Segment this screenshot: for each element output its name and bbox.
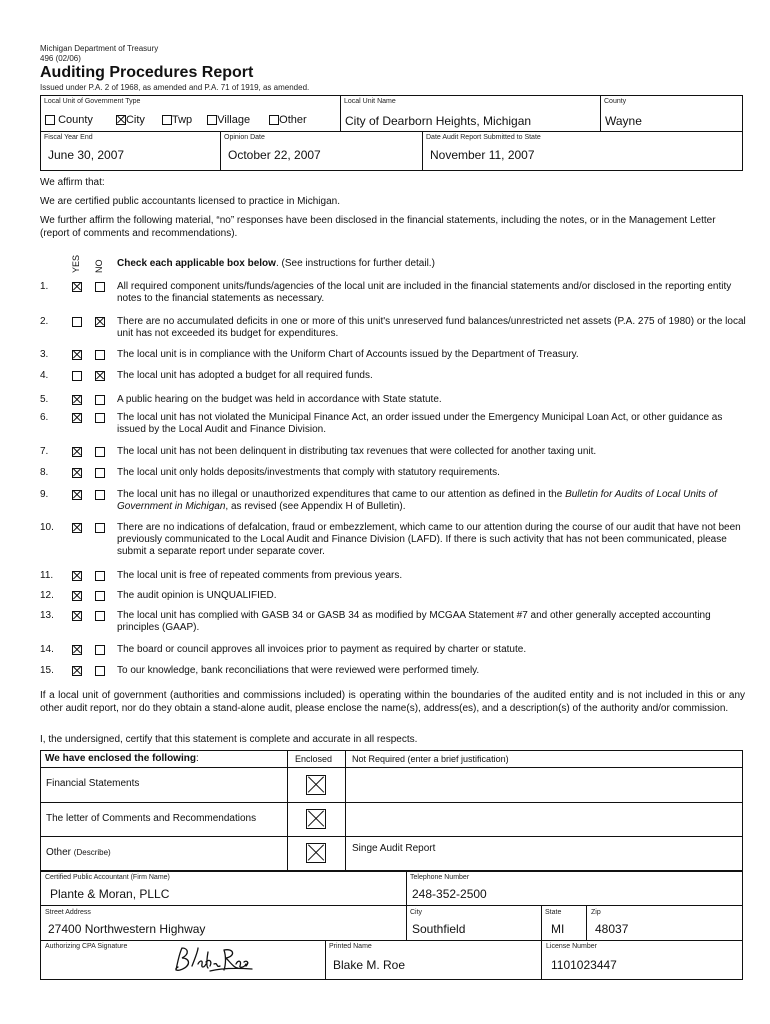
item-3-no-checkbox[interactable] [95, 350, 105, 360]
county-option[interactable]: County [45, 114, 93, 126]
license-number-value[interactable]: 1101023447 [551, 958, 617, 972]
item-7-no-checkbox[interactable] [95, 447, 105, 457]
item-number: 4. [40, 370, 49, 381]
affirm-intro: We affirm that: [40, 177, 105, 188]
affirm-licensed: We are certified public accountants licensed to practice in Michigan. [40, 196, 340, 207]
city-label: City [410, 909, 423, 916]
department-name: Michigan Department of Treasury [40, 44, 159, 53]
no-column-header: NO [94, 259, 104, 273]
item-6-no-checkbox[interactable] [95, 413, 105, 423]
affirm-further: We further affirm the following material, “no” responses have been disclosed in the financial statements, including the notes, or in the Management Letter (report of comments and recommendations). [40, 215, 716, 239]
item-13-yes-checkbox[interactable] [72, 611, 82, 621]
item-number: 3. [40, 349, 49, 360]
item-text: To our knowledge, bank reconciliations that were reviewed were performed timely. [117, 665, 480, 676]
item-8-no-checkbox[interactable] [95, 468, 105, 478]
item-9-no-checkbox[interactable] [95, 490, 105, 500]
check-instructions: Check each applicable box below. (See instructions for further detail.) [117, 258, 435, 269]
city-value[interactable]: Southfield [412, 922, 466, 936]
telephone-label: Telephone Number [410, 874, 470, 881]
item-5-no-checkbox[interactable] [95, 395, 105, 405]
street-address-label: Street Address [45, 909, 91, 916]
unit-type-options [45, 114, 307, 126]
unit-info-table [40, 95, 743, 171]
unit-name-label: Local Unit Name [344, 98, 396, 105]
item-12-no-checkbox[interactable] [95, 591, 105, 601]
item-10-no-checkbox[interactable] [95, 523, 105, 533]
item-number: 11. [40, 570, 54, 581]
opinion-date-label: Opinion Date [224, 134, 265, 141]
city-option[interactable]: City [116, 114, 145, 126]
form-number: 496 (02/06) [40, 54, 81, 63]
item-9-yes-checkbox[interactable] [72, 490, 82, 500]
other-checkbox[interactable] [269, 115, 279, 125]
cpa-signature [170, 944, 255, 976]
cpa-firm-value[interactable]: Plante & Moran, PLLC [50, 887, 170, 901]
opinion-date-value[interactable]: October 22, 2007 [228, 148, 321, 162]
item-2-no-checkbox[interactable] [95, 317, 105, 327]
item-text: The audit opinion is UNQUALIFIED. [117, 590, 277, 601]
certify-statement: I, the undersigned, certify that this statement is complete and accurate in all respects. [40, 734, 418, 745]
comments-letter-enclosed-checkbox[interactable] [306, 809, 326, 829]
comments-letter-label: The letter of Comments and Recommendations [46, 813, 257, 824]
item-text: The board or council approves all invoices prior to payment as required by charter or statute. [117, 644, 527, 655]
item-text: The local unit has adopted a budget for all required funds. [117, 370, 373, 381]
twp-checkbox[interactable] [162, 115, 172, 125]
submitted-date-label: Date Audit Report Submitted to State [426, 134, 541, 141]
item-number: 1. [40, 281, 49, 292]
item-number: 2. [40, 316, 49, 327]
item-text: The local unit is in compliance with the Uniform Chart of Accounts issued by the Department of Treasury. [117, 349, 579, 360]
other-option[interactable]: Other [269, 114, 307, 126]
item-15-no-checkbox[interactable] [95, 666, 105, 676]
item-number: 6. [40, 412, 49, 423]
item-13-no-checkbox[interactable] [95, 611, 105, 621]
fiscal-year-end-label: Fiscal Year End [44, 134, 93, 141]
item-14-no-checkbox[interactable] [95, 645, 105, 655]
item-12-yes-checkbox[interactable] [72, 591, 82, 601]
item-number: 14. [40, 644, 54, 655]
telephone-value[interactable]: 248-352-2500 [412, 887, 487, 901]
fiscal-year-end-value[interactable]: June 30, 2007 [48, 148, 125, 162]
item-14-yes-checkbox[interactable] [72, 645, 82, 655]
item-text: A public hearing on the budget was held in accordance with State statute. [117, 394, 442, 405]
unit-name-value[interactable]: City of Dearborn Heights, Michigan [345, 114, 532, 128]
signature-label: Authorizing CPA Signature [45, 943, 128, 950]
item-11-no-checkbox[interactable] [95, 571, 105, 581]
item-3-yes-checkbox[interactable] [72, 350, 82, 360]
authority-paragraph: If a local unit of government (authorities and commissions included) is operating within the boundaries of the audited entity and is not included in this or any other audit report, nor do they obtain a stand-alone audit, please enclose the name(s), address(es), and a description(s) of the authority and/or commission. [40, 690, 745, 714]
item-11-yes-checkbox[interactable] [72, 571, 82, 581]
village-checkbox[interactable] [207, 115, 217, 125]
submitted-date-value[interactable]: November 11, 2007 [430, 148, 535, 162]
item-1-no-checkbox[interactable] [95, 282, 105, 292]
item-6-yes-checkbox[interactable] [72, 413, 82, 423]
item-text: There are no indications of defalcation, fraud or embezzlement, which came to our attention during the course of our audit that have not been previously communicated to the Local Audit and Finance Division (LAFD). If there is such activity that has not been communicated, please submit a separate report under separate cover. [117, 522, 741, 557]
item-number: 12. [40, 590, 54, 601]
license-number-label: License Number [546, 943, 597, 950]
item-text: The local unit is free of repeated comments from previous years. [117, 570, 403, 581]
form-title: Auditing Procedures Report [40, 64, 254, 81]
other-enclosure-note[interactable]: Singe Audit Report [352, 843, 436, 854]
item-number: 5. [40, 394, 49, 405]
financial-statements-enclosed-checkbox[interactable] [306, 775, 326, 795]
item-4-no-checkbox[interactable] [95, 371, 105, 381]
item-number: 7. [40, 446, 49, 457]
item-text: The local unit has not been delinquent in distributing tax revenues that were collected for another taxing unit. [117, 446, 597, 457]
item-text: The local unit has no illegal or unauthorized expenditures that came to our attention as defined in the Bulletin for Audits of Local Units of Government in Michigan, as revised (see Appendix H of Bulletin). [117, 489, 718, 512]
printed-name-label: Printed Name [329, 943, 372, 950]
item-text: There are no accumulated deficits in one or more of this unit's unreserved fund balances/unrestricted net assets (P.A. 275 of 1980) or the local unit has not exceeded its budget for expenditures. [117, 316, 746, 339]
zip-value[interactable]: 48037 [595, 922, 629, 936]
item-number: 9. [40, 489, 49, 500]
item-text: The local unit has not violated the Municipal Finance Act, an order issued under the Emergency Municipal Loan Act, or other guidance as issued by the Local Audit and Finance Division. [117, 412, 723, 435]
street-address-value[interactable]: 27400 Northwestern Highway [48, 922, 206, 936]
zip-label: Zip [591, 909, 601, 916]
item-1-yes-checkbox[interactable] [72, 282, 82, 292]
item-text: The local unit only holds deposits/investments that comply with statutory requirements. [117, 467, 500, 478]
cpa-firm-label: Certified Public Accountant (Firm Name) [45, 874, 170, 881]
item-number: 8. [40, 467, 49, 478]
not-required-column-header: Not Required (enter a brief justification) [352, 754, 509, 764]
item-7-yes-checkbox[interactable] [72, 447, 82, 457]
item-4-yes-checkbox[interactable] [72, 371, 82, 381]
enclosed-column-header: Enclosed [295, 754, 333, 764]
city-checkbox[interactable] [116, 115, 126, 125]
item-10-yes-checkbox[interactable] [72, 523, 82, 533]
county-checkbox[interactable] [45, 115, 55, 125]
item-number: 13. [40, 610, 54, 621]
item-5-yes-checkbox[interactable] [72, 395, 82, 405]
item-text: The local unit has complied with GASB 34 or GASB 34 as modified by MCGAA Statement #7 and other generally accepted accounting principles (GAAP). [117, 610, 711, 633]
item-number: 10. [40, 522, 54, 533]
printed-name-value[interactable]: Blake M. Roe [333, 958, 406, 972]
item-2-yes-checkbox[interactable] [72, 317, 82, 327]
village-option[interactable]: Village [207, 114, 250, 126]
issued-note: Issued under P.A. 2 of 1968, as amended and P.A. 71 of 1919, as amended. [40, 83, 310, 92]
item-8-yes-checkbox[interactable] [72, 468, 82, 478]
item-15-yes-checkbox[interactable] [72, 666, 82, 676]
county-label: County [604, 98, 627, 105]
item-number: 15. [40, 665, 54, 676]
unit-type-label: Local Unit of Government Type [44, 98, 141, 105]
state-label: State [545, 909, 562, 916]
financial-statements-label: Financial Statements [46, 778, 140, 789]
state-value[interactable]: MI [551, 922, 565, 936]
county-value[interactable]: Wayne [605, 114, 642, 128]
twp-option[interactable]: Twp [162, 114, 192, 126]
item-text: All required component units/funds/agencies of the local unit are included in the financial statements and/or disclosed in the reporting entity notes to the financial statements as necessary. [117, 281, 732, 304]
other-enclosed-checkbox[interactable] [306, 843, 326, 863]
enclosed-header: We have enclosed the following: [45, 753, 199, 764]
other-enclosure-label: Other (Describe) [46, 847, 111, 858]
yes-column-header: YES [71, 254, 81, 273]
